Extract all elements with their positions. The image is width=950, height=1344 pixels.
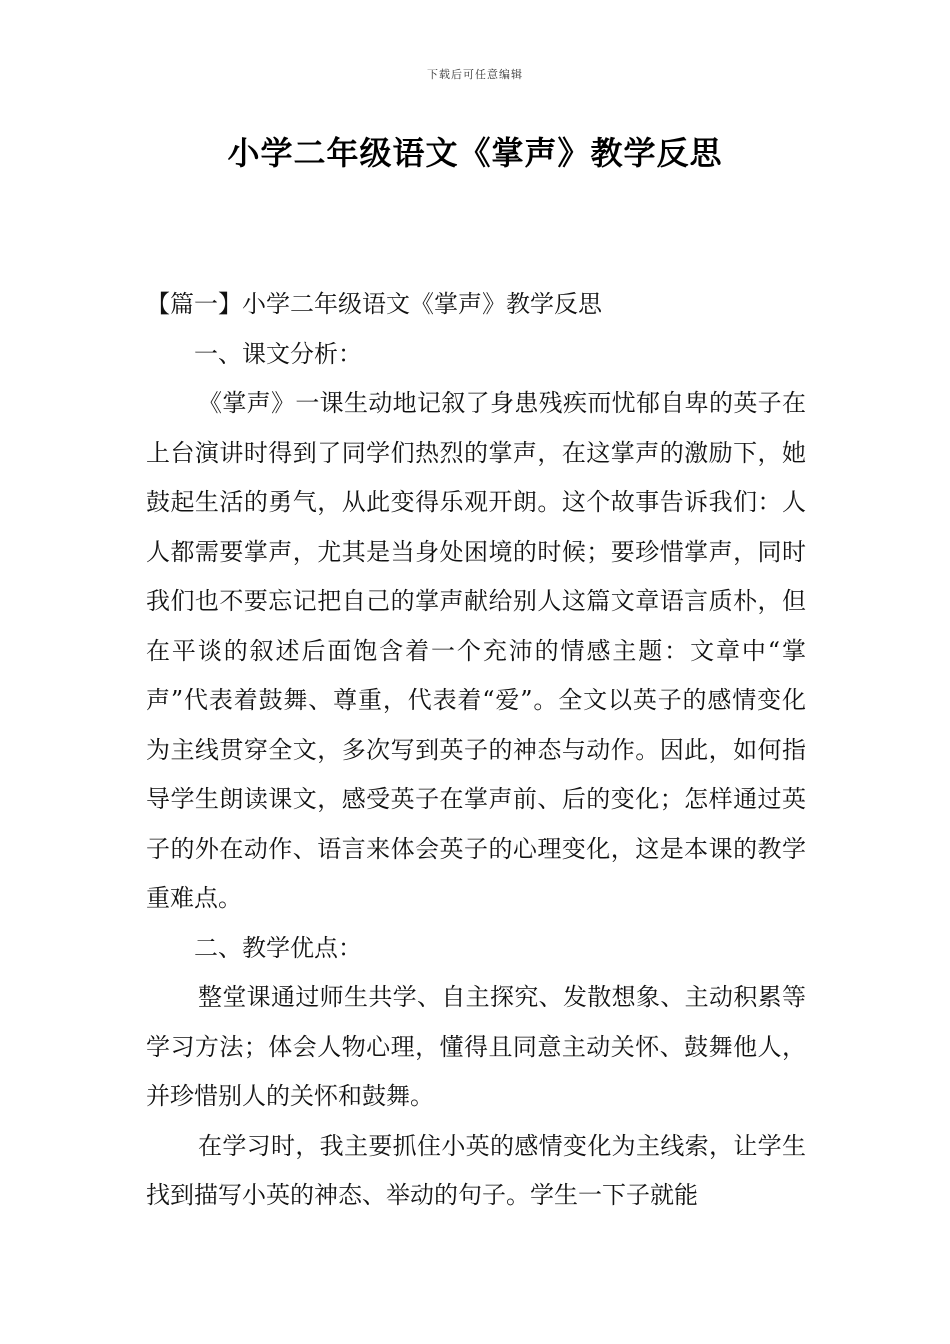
header-note: 下载后可任意编辑 <box>427 68 523 81</box>
part2-paragraph-1: 整堂课通过师生共学、自主探究、发散想象、主动积累等学习方法；体会人物心理，懂得且同意主动关怀、鼓舞他人，并珍惜别人的关怀和鼓舞。 <box>146 983 806 1110</box>
section-heading: 【篇一】小学二年级语文《掌声》教学反思 <box>146 290 602 318</box>
part2-paragraph-2: 在学习时，我主要抓住小英的感情变化为主线索，让学生找到描写小英的神态、举动的句子。学生一下子就能 <box>146 1131 806 1209</box>
part2-heading: 二、教学优点： <box>194 933 362 962</box>
page-title: 小学二年级语文《掌声》教学反思 <box>227 134 723 172</box>
part1-heading: 一、课文分析： <box>194 339 362 368</box>
part1-paragraph: 《掌声》一课生动地记叙了身患残疾而忧郁自卑的英子在上台演讲时得到了同学们热烈的掌声，在这掌声的激励下，她鼓起生活的勇气，从此变得乐观开朗。这个故事告诉我们：人人都需要掌声，尤其是当身处困境的时候；要珍惜掌声，同时我们也不要忘记把自己的掌声献给别人这篇文章语言质朴，但在平谈的叙述后面饱含着一个充沛的情感主题：文章中“掌声”代表着鼓舞、尊重，代表着“爱”。全文以英子的感情变化为主线贯穿全文，多次写到英子的神态与动作。因此，如何指导学生朗读课文，感受英子在掌声前、后的变化；怎样通过英子的外在动作、语言来体会英子的心理变化，这是本课的教学重难点。 <box>146 389 806 912</box>
document-body <box>146 280 806 1221</box>
